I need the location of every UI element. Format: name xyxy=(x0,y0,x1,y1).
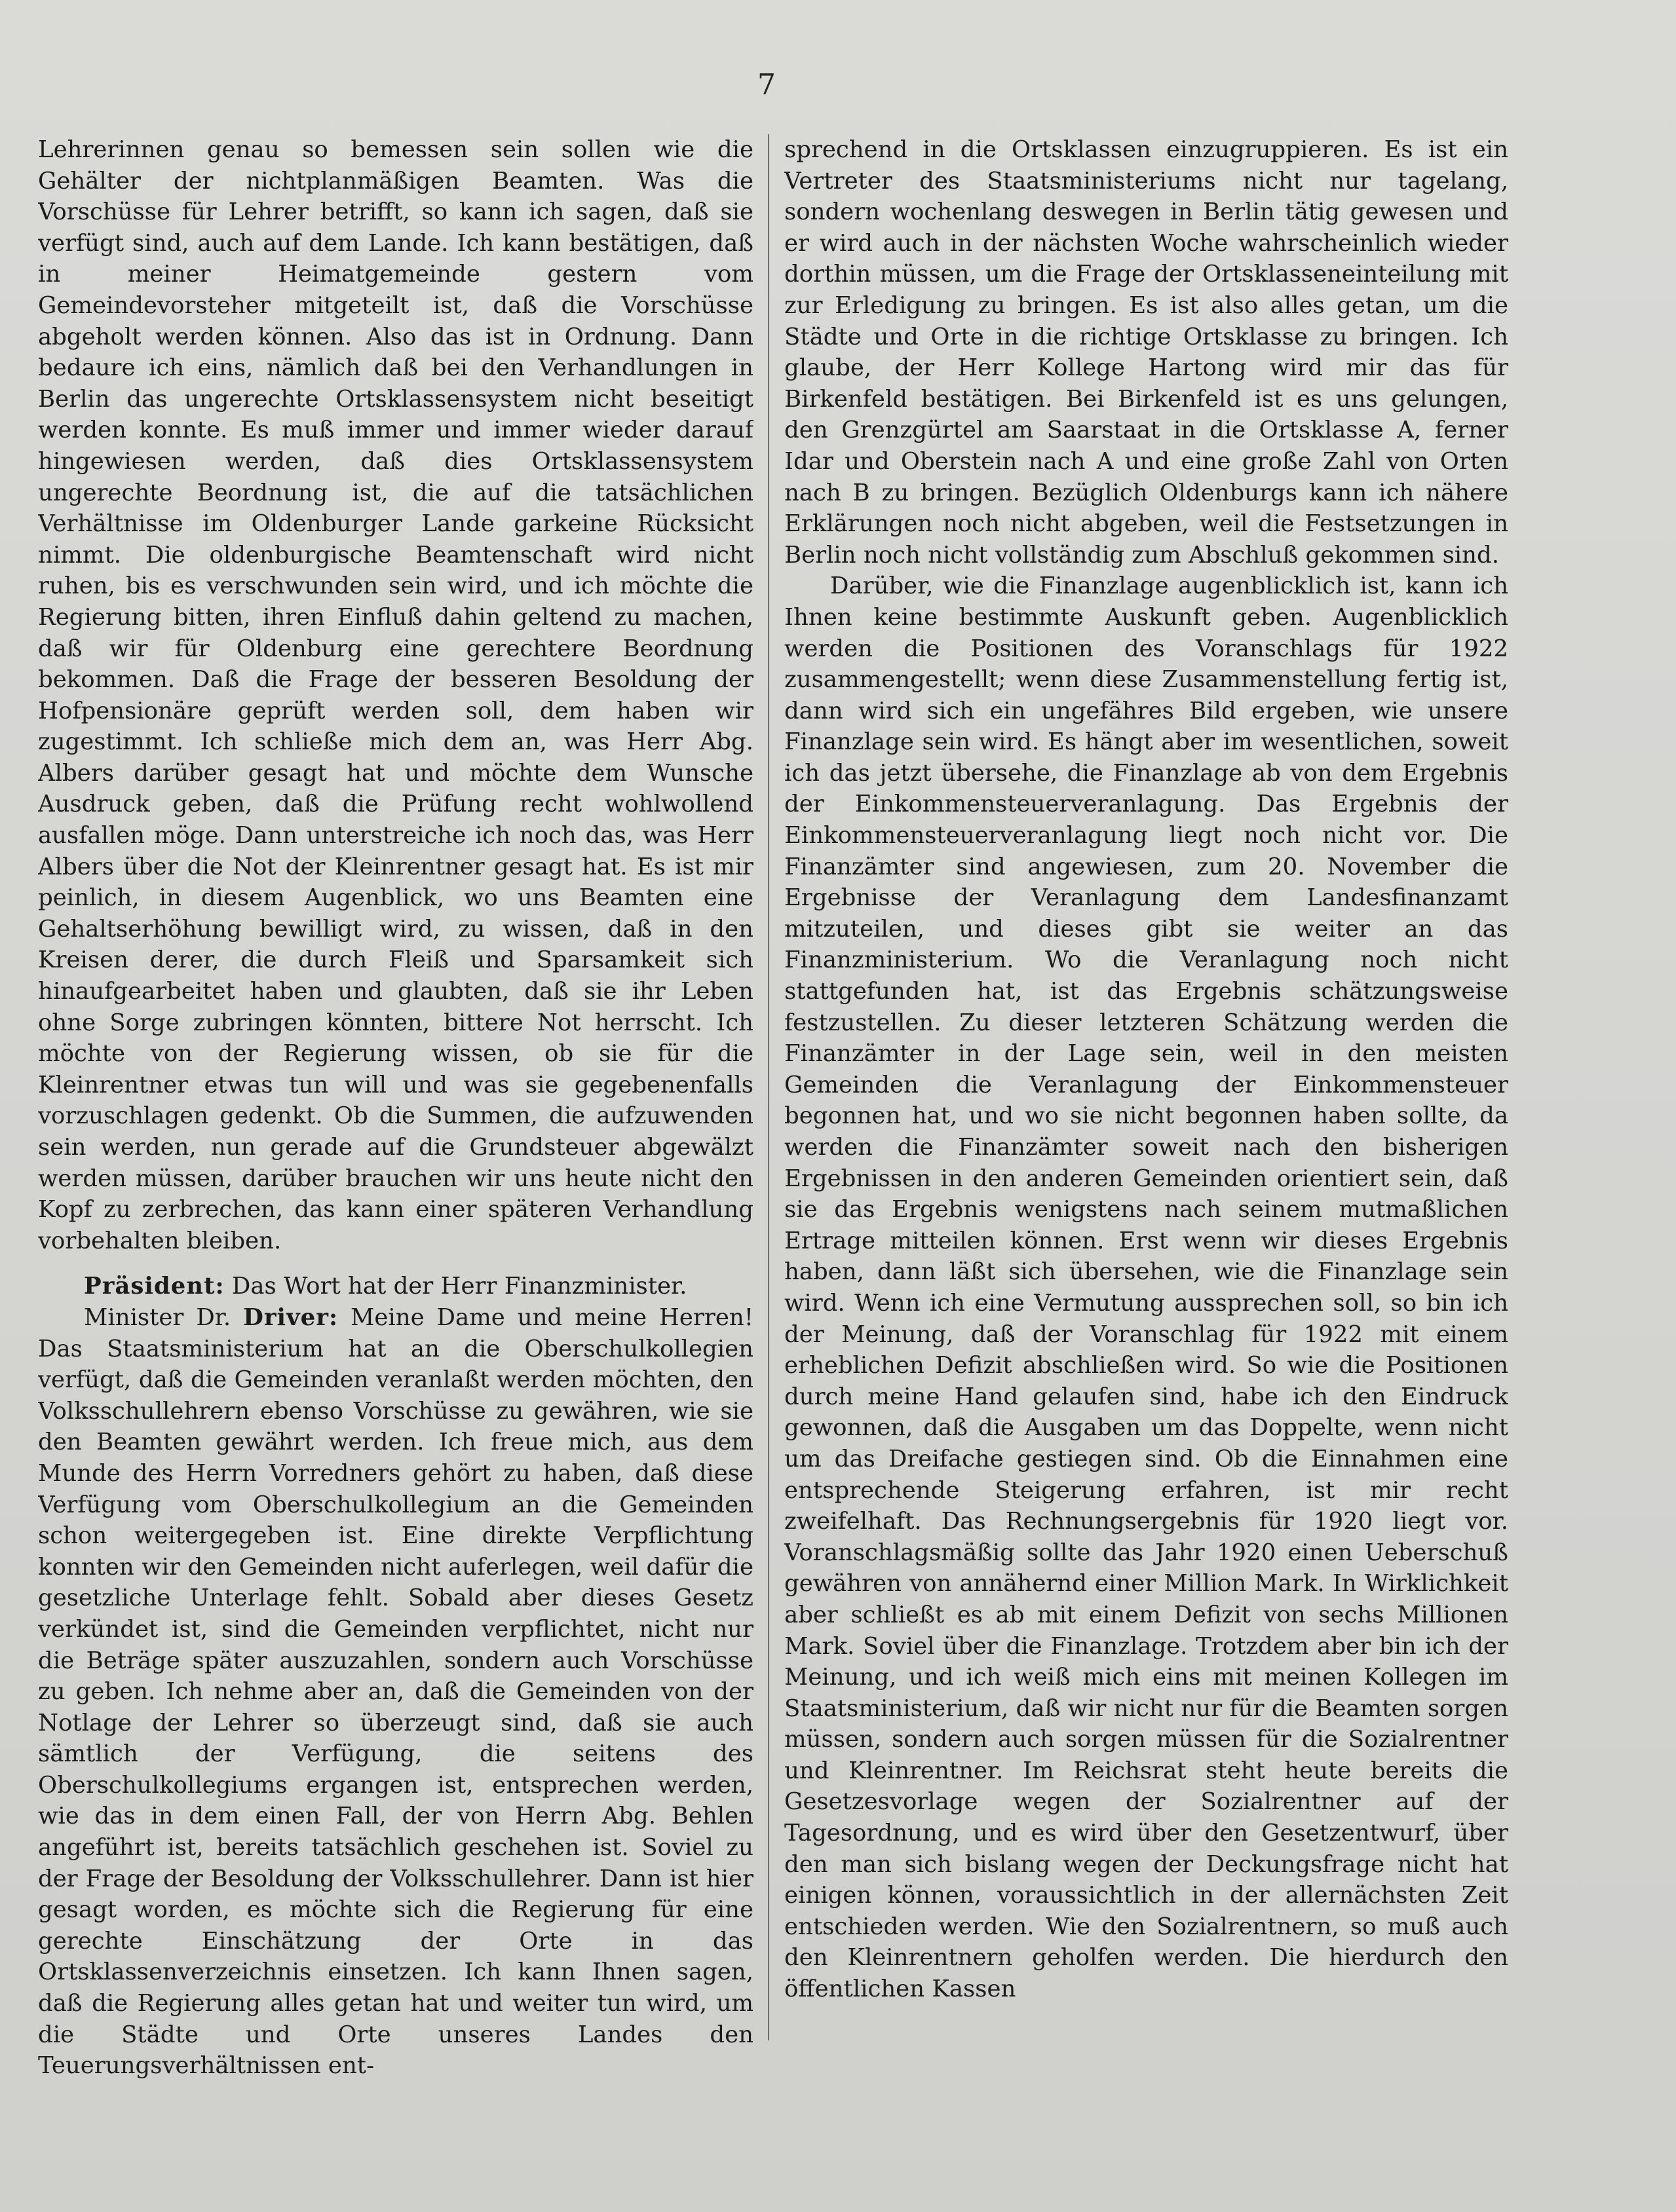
speaker-driver: Driver: xyxy=(243,1303,339,1331)
right-text-column xyxy=(784,134,1508,2106)
paragraph-praesident xyxy=(38,1271,753,1302)
page-number: 7 xyxy=(757,68,776,102)
speech-praesident: Das Wort hat der Herr Finanzminister. xyxy=(224,1273,687,1300)
paragraph-lehrer-vorschuesse: Lehrerinnen genau so bemessen sein sollen wie die Gehälter der nichtplanmäßigen Beamten. Was die Vorschüsse für Lehrer betrifft, so kann ich sagen, daß sie verfügt sind, auch auf dem Lande. Ich kann bestätigen, daß in meiner Heimatgemeinde gestern vom Gemeindevorsteher mitgeteilt ist, daß die Vorschüsse abgeholt werden können. Also das ist in Ordnung. Dann bedaure ich eins, nämlich daß bei den Verhandlungen in Berlin das ungerechte Ortsklassensystem nicht beseitigt werden konnte. Es muß immer und immer wieder darauf hingewiesen werden, daß dies Ortsklassensystem ungerechte Beordnung ist, die auf die tatsächlichen Verhältnisse im Oldenburger Lande garkeine Rücksicht nimmt. Die oldenburgische Beamtenschaft wird nicht ruhen, bis es verschwunden sein wird, und ich möchte die Regierung bitten, ihren Einfluß dahin geltend zu machen, daß wir für Oldenburg eine gerechtere Beordnung bekommen. Daß die Frage der besseren Besoldung der Hofpensionäre geprüft werden soll, dem haben wir zugestimmt. Ich schließe mich dem an, was Herr Abg. Albers darüber gesagt hat und möchte dem Wunsche Ausdruck geben, daß die Prüfung recht wohlwollend ausfallen möge. Dann unterstreiche ich noch das, was Herr Albers über die Not der Kleinrentner gesagt hat. Es ist mir peinlich, in diesem Augenblick, wo uns Beamten eine Gehaltserhöhung bewilligt wird, zu wissen, daß in den Kreisen derer, die durch Fleiß und Sparsamkeit sich hinaufgearbeitet haben und glaubten, daß sie ihr Leben ohne Sorge zubringen könnten, bittere Not herrscht. Ich möchte von der Regierung wissen, ob sie für die Kleinrentner etwas tun will und was sie gegebenenfalls vorzuschlagen gedenkt. Ob die Summen, die aufzuwenden sein werden, nun gerade auf die Grundsteuer abgewälzt werden müssen, darüber brauchen wir uns heute nicht den Kopf zu zerbrechen, das kann einer späteren Verhandlung vorbehalten bleiben. xyxy=(38,136,753,1254)
paragraph-ortsklassen: sprechend in die Ortsklassen einzugruppieren. Es ist ein Vertreter des Staatsministeriums nicht nur tagelang, sondern wochenlang deswegen in Berlin tätig gewesen und er wird auch in der nächsten Woche wahrscheinlich wieder dorthin müssen, um die Frage der Ortsklasseneinteilung mit zur Erledigung zu bringen. Es ist also alles getan, um die Städte und Orte in die richtige Ortsklasse zu bringen. Ich glaube, der Herr Kollege Hartong wird mir das für Birkenfeld bestätigen. Bei Birkenfeld ist es uns gelungen, den Grenzgürtel am Saarstaat in die Ortsklasse A, ferner Idar und Oberstein nach A und eine große Zahl von Orten nach B zu bringen. Bezüglich Oldenburgs kann ich nähere Erklärungen noch nicht abgeben, weil die Festsetzungen in Berlin noch nicht vollständig zum Abschluß gekommen sind. xyxy=(784,136,1508,569)
left-text-column xyxy=(38,134,753,2106)
speaker-role: Minister Dr. xyxy=(84,1303,244,1331)
column-divider xyxy=(768,134,769,2040)
paragraph-minister-driver xyxy=(38,1302,753,2082)
speaker-praesident: Präsident: xyxy=(84,1273,225,1300)
paragraph-finanzlage: Darüber, wie die Finanzlage augenblicklich ist, kann ich Ihnen keine bestimmte Auskunft geben. Augenblicklich werden die Positionen des Voranschlags für 1922 zusammengestellt; wenn diese Zusammenstellung fertig ist, dann wird sich ein ungefähres Bild ergeben, wie unsere Finanzlage sein wird. Es hängt aber im wesentlichen, soweit ich das jetzt übersehe, die Finanzlage ab von dem Ergebnis der Einkommensteuerveranlagung. Das Ergebnis der Einkommensteuerveranlagung liegt noch nicht vor. Die Finanzämter sind angewiesen, zum 20. November die Ergebnisse der Veranlagung dem Landesfinanzamt mitzuteilen, und dieses gibt sie weiter an das Finanzministerium. Wo die Veranlagung noch nicht stattgefunden hat, ist das Ergebnis schätzungsweise festzustellen. Zu dieser letzteren Schätzung werden die Finanzämter in der Lage sein, weil in den meisten Gemeinden die Veranlagung der Einkommensteuer begonnen hat, und wo sie nicht begonnen haben sollte, da werden die Finanzämter soweit nach den bisherigen Ergebnissen in den anderen Gemeinden orientiert sein, daß sie das Ergebnis wenigstens nach seinem mutmaßlichen Ertrage mitteilen können. Erst wenn wir dieses Ergebnis haben, dann läßt sich übersehen, wie die Finanzlage sein wird. Wenn ich eine Vermutung aussprechen soll, so bin ich der Meinung, daß der Voranschlag für 1922 mit einem erheblichen Defizit abschließen wird. So wie die Positionen durch meine Hand gelaufen sind, habe ich den Eindruck gewonnen, daß die Ausgaben um das Doppelte, wenn nicht um das Dreifache gestiegen sind. Ob die Einnahmen eine entsprechende Steigerung erfahren, ist mir recht zweifelhaft. Das Rechnungsergebnis für 1920 liegt vor. Voranschlagsmäßig sollte das Jahr 1920 einen Ueberschuß gewähren von annähernd einer Million Mark. In Wirklichkeit aber schließt es ab mit einem Defizit von sechs Millionen Mark. Soviel über die Finanzlage. Trotzdem aber bin ich der Meinung, und ich weiß mich eins mit meinen Kollegen im Staatsministerium, daß wir nicht nur für die Beamten sorgen müssen, sondern auch sorgen müssen für die Sozialrentner und Kleinrentner. Im Reichsrat steht heute bereits die Gesetzesvorlage wegen der Sozialrentner auf der Tagesordnung, und es wird über den Gesetzentwurf, über den man sich bislang wegen der Deckungsfrage nicht hat einigen können, voraussichtlich in der allernächsten Zeit entschieden werden. Wie den Sozialrentnern, so muß auch den Kleinrentnern geholfen werden. Die hierdurch den öffentlichen Kassen xyxy=(784,572,1508,2003)
speech-driver: Meine Dame und meine Herren! Das Staatsministerium hat an die Oberschulkollegien verfügt, daß die Gemeinden veranlaßt werden möchten, den Volksschullehrern ebenso Vorschüsse zu gewähren, wie sie den Beamten gewährt werden. Ich freue mich, aus dem Munde des Herrn Vorredners gehört zu haben, daß diese Verfügung vom Oberschulkollegium an die Gemeinden schon weitergegeben ist. Eine direkte Verpflichtung konnten wir den Gemeinden nicht auferlegen, weil dafür die gesetzliche Unterlage fehlt. Sobald aber dieses Gesetz verkündet ist, sind die Gemeinden verpflichtet, nicht nur die Beträge später auszuzahlen, sondern auch Vorschüsse zu geben. Ich nehme aber an, daß die Gemeinden von der Notlage der Lehrer so überzeugt sind, daß sie auch sämtlich der Verfügung, die seitens des Oberschulkollegiums ergangen ist, entsprechen werden, wie das in dem einen Fall, der von Herrn Abg. Behlen angeführt ist, bereits tatsächlich geschehen ist. Soviel zu der Frage der Besoldung der Volksschullehrer. Dann ist hier gesagt worden, es möchte sich die Regierung für eine gerechte Einschätzung der Orte in das Ortsklassenverzeichnis einsetzen. Ich kann Ihnen sagen, daß die Regierung alles getan hat und weiter tun wird, um die Städte und Orte unseres Landes den Teuerungsverhältnissen ent- xyxy=(38,1303,753,2080)
